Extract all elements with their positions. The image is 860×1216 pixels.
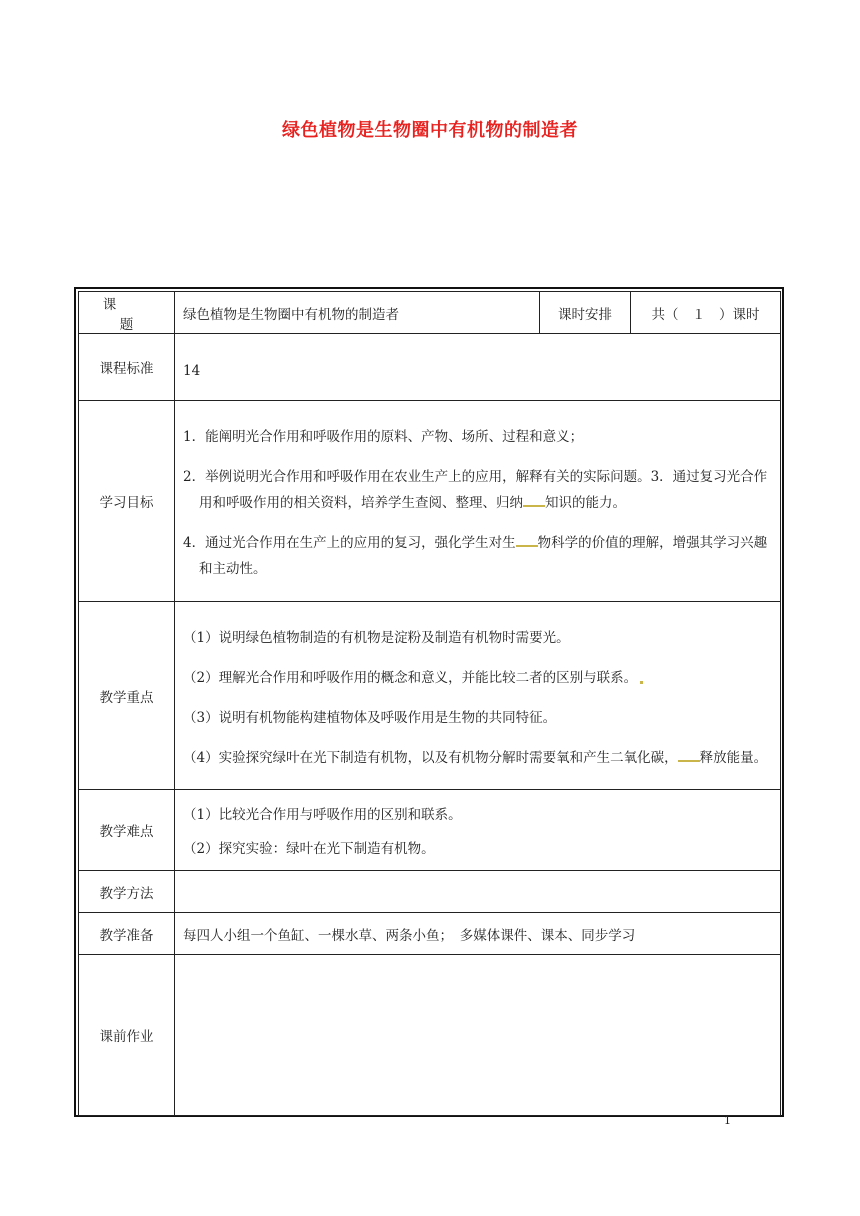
table-row-goals <box>79 401 781 602</box>
goal-item-2-text-a: 2．举例说明光合作用和呼吸作用在农业生产上的应用，解释有关的实际问题。3．通过复习光合作用和呼吸作用的相关资料，培养学生查阅、整理、归纳 <box>183 469 768 511</box>
key-item-4 <box>183 745 772 771</box>
homework-label: 课前作业 <box>79 955 175 1116</box>
key-item-4-text-b: 释放能量。 <box>699 749 768 766</box>
goal-item-2 <box>183 464 772 516</box>
lesson-plan-table <box>78 291 781 1116</box>
fill-blank-mark <box>678 750 700 762</box>
table-row-standard <box>79 334 781 401</box>
goals-label: 学习目标 <box>79 401 175 602</box>
key-item-1: （1）说明绿色植物制造的有机物是淀粉及制造有机物时需要光。 <box>183 629 570 646</box>
table-row-difficulties <box>79 790 781 871</box>
subject-label-cell <box>79 292 175 334</box>
table-row-method <box>79 871 781 913</box>
table-row-preparation <box>79 913 781 955</box>
page-number: 1 <box>724 1114 731 1127</box>
difficulties-content <box>175 790 781 871</box>
key-points-content <box>175 602 781 790</box>
table-row-subject <box>79 292 781 334</box>
schedule-label: 课时安排 <box>540 292 631 334</box>
standard-value: 14 <box>175 334 781 401</box>
schedule-value: 共（ １ ）课时 <box>631 292 781 334</box>
preparation-value: 每四人小组一个鱼缸、一棵水草、两条小鱼； 多媒体课件、课本、同步学习 <box>175 913 781 955</box>
method-label: 教学方法 <box>79 871 175 913</box>
fill-blank-mark <box>516 535 538 547</box>
subject-value: 绿色植物是生物圈中有机物的制造者 <box>175 292 540 334</box>
table-row-key-points <box>79 602 781 790</box>
difficulty-item-2: （2）探究实验：绿叶在光下制造有机物。 <box>183 840 435 857</box>
key-points-label: 教学重点 <box>79 602 175 790</box>
standard-label: 课程标准 <box>79 334 175 401</box>
method-value <box>175 871 781 913</box>
homework-value <box>175 955 781 1116</box>
key-item-3: （3）说明有机物能构建植物体及呼吸作用是生物的共同特征。 <box>183 709 557 726</box>
key-item-2-text: （2）理解光合作用和呼吸作用的概念和意义，并能比较二者的区别与联系。 <box>183 669 638 686</box>
goal-item-4-text-a: 4．通过光合作用在生产上的应用的复习，强化学生对生 <box>183 535 516 551</box>
goals-content <box>175 401 781 602</box>
table-row-homework <box>79 955 781 1116</box>
difficulties-label: 教学难点 <box>79 790 175 871</box>
dot-mark <box>640 681 643 684</box>
goal-item-2-text-b: 知识的能力。 <box>545 495 626 511</box>
preparation-label: 教学准备 <box>79 913 175 955</box>
key-item-4-text-a: （4）实验探究绿叶在光下制造有机物，以及有机物分解时需要氧和产生二氧化碳， <box>183 749 678 766</box>
goal-item-4 <box>183 530 772 582</box>
key-item-2 <box>183 665 772 691</box>
difficulty-item-1: （1）比较光合作用与呼吸作用的区别和联系。 <box>183 806 462 823</box>
subject-label: 课题 <box>102 296 168 333</box>
goal-item-4-text-b: 物科学的价值的理解，增强其学习兴趣和主动性。 <box>199 535 768 577</box>
fill-blank-mark <box>523 495 545 507</box>
document-title: 绿色植物是生物圈中有机物的制造者 <box>282 120 578 141</box>
goal-item-1: 1．能阐明光合作用和呼吸作用的原料、产物、场所、过程和意义； <box>183 429 584 445</box>
